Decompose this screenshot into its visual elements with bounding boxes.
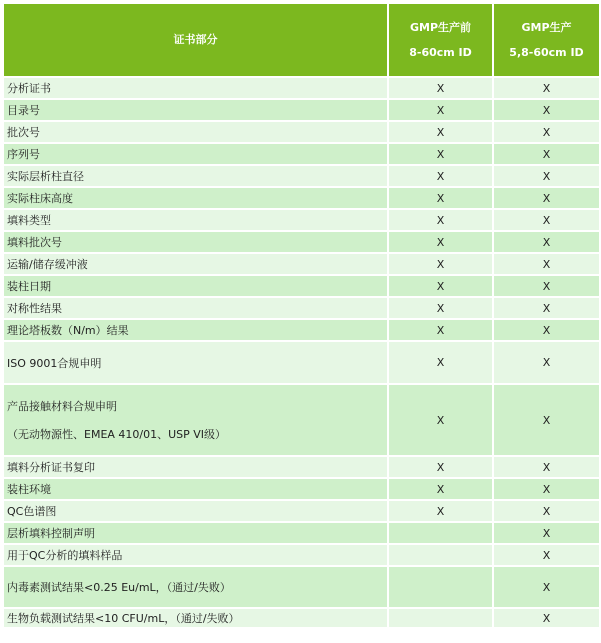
row-label: 装柱日期 bbox=[4, 276, 387, 296]
row-gmp-mark: X bbox=[494, 457, 599, 477]
row-pre-gmp-mark bbox=[389, 523, 492, 543]
row-label: 批次号 bbox=[4, 122, 387, 142]
header-row bbox=[4, 4, 599, 76]
row-label: 实际柱床高度 bbox=[4, 188, 387, 208]
row-label: QC色谱图 bbox=[4, 501, 387, 521]
row-label: 理论塔板数（N/m）结果 bbox=[4, 320, 387, 340]
row-pre-gmp-mark: X bbox=[389, 122, 492, 142]
row-pre-gmp-mark: X bbox=[389, 210, 492, 230]
row-label: 填料批次号 bbox=[4, 232, 387, 252]
row-pre-gmp-mark: X bbox=[389, 457, 492, 477]
row-pre-gmp-mark: X bbox=[389, 385, 492, 455]
row-gmp-mark: X bbox=[494, 122, 599, 142]
table-row bbox=[4, 457, 599, 477]
table-row bbox=[4, 609, 599, 627]
row-pre-gmp-mark: X bbox=[389, 254, 492, 274]
header-pre-gmp-title: GMP生产前 bbox=[409, 20, 472, 34]
header-certificate-section: 证书部分 bbox=[4, 4, 387, 76]
row-pre-gmp-mark: X bbox=[389, 501, 492, 521]
row-pre-gmp-mark: X bbox=[389, 166, 492, 186]
row-label: 填料类型 bbox=[4, 210, 387, 230]
row-gmp-mark: X bbox=[494, 523, 599, 543]
table-row bbox=[4, 254, 599, 274]
row-label: 填料分析证书复印 bbox=[4, 457, 387, 477]
header-gmp-title: GMP生产 bbox=[521, 20, 572, 34]
table-row bbox=[4, 276, 599, 296]
table-row bbox=[4, 232, 599, 252]
row-pre-gmp-mark bbox=[389, 609, 492, 627]
row-gmp-mark: X bbox=[494, 385, 599, 455]
row-pre-gmp-mark: X bbox=[389, 342, 492, 383]
row-gmp-mark: X bbox=[494, 210, 599, 230]
table-row bbox=[4, 545, 599, 565]
row-pre-gmp-mark: X bbox=[389, 298, 492, 318]
row-label: 产品接触材料合规申明 bbox=[7, 400, 117, 413]
row-pre-gmp-mark: X bbox=[389, 100, 492, 120]
row-gmp-mark: X bbox=[494, 545, 599, 565]
table-row bbox=[4, 166, 599, 186]
row-gmp-mark: X bbox=[494, 166, 599, 186]
row-gmp-mark: X bbox=[494, 188, 599, 208]
header-gmp bbox=[494, 4, 599, 76]
header-pre-gmp-range: 8-60cm ID bbox=[409, 46, 472, 59]
table-row bbox=[4, 210, 599, 230]
row-label-note: （无动物源性、EMEA 410/01、USP VI级） bbox=[7, 428, 227, 441]
row-pre-gmp-mark: X bbox=[389, 144, 492, 164]
row-pre-gmp-mark bbox=[389, 567, 492, 607]
row-gmp-mark: X bbox=[494, 320, 599, 340]
row-label: 序列号 bbox=[4, 144, 387, 164]
table-row bbox=[4, 320, 599, 340]
row-pre-gmp-mark: X bbox=[389, 78, 492, 98]
row-label-cell bbox=[4, 385, 387, 455]
row-gmp-mark: X bbox=[494, 254, 599, 274]
row-label: 实际层析柱直径 bbox=[4, 166, 387, 186]
row-pre-gmp-mark bbox=[389, 545, 492, 565]
row-label: 生物负载测试结果<10 CFU/mL，（通过/失败） bbox=[4, 609, 387, 627]
table-row bbox=[4, 298, 599, 318]
row-gmp-mark: X bbox=[494, 567, 599, 607]
table-row bbox=[4, 188, 599, 208]
row-gmp-mark: X bbox=[494, 232, 599, 252]
row-label: 层析填料控制声明 bbox=[4, 523, 387, 543]
row-gmp-mark: X bbox=[494, 144, 599, 164]
table-row bbox=[4, 567, 599, 607]
row-gmp-mark: X bbox=[494, 298, 599, 318]
certificate-table bbox=[2, 2, 601, 629]
table-row bbox=[4, 144, 599, 164]
row-label: 运输/储存缓冲液 bbox=[4, 254, 387, 274]
row-gmp-mark: X bbox=[494, 276, 599, 296]
row-pre-gmp-mark: X bbox=[389, 320, 492, 340]
row-label: 分析证书 bbox=[4, 78, 387, 98]
row-gmp-mark: X bbox=[494, 479, 599, 499]
row-pre-gmp-mark: X bbox=[389, 232, 492, 252]
row-pre-gmp-mark: X bbox=[389, 188, 492, 208]
row-gmp-mark: X bbox=[494, 501, 599, 521]
row-label: 装柱环境 bbox=[4, 479, 387, 499]
table-row bbox=[4, 385, 599, 455]
header-gmp-range: 5,8-60cm ID bbox=[509, 46, 584, 59]
header-pre-gmp bbox=[389, 4, 492, 76]
table-row bbox=[4, 342, 599, 383]
row-gmp-mark: X bbox=[494, 342, 599, 383]
table-row bbox=[4, 100, 599, 120]
table-row bbox=[4, 78, 599, 98]
row-gmp-mark: X bbox=[494, 78, 599, 98]
row-label: 用于QC分析的填料样品 bbox=[4, 545, 387, 565]
table-row bbox=[4, 479, 599, 499]
table-row bbox=[4, 523, 599, 543]
row-label: 内毒素测试结果<0.25 Eu/mL，（通过/失败） bbox=[4, 567, 387, 607]
row-label: ISO 9001合规申明 bbox=[4, 342, 387, 383]
row-gmp-mark: X bbox=[494, 609, 599, 627]
row-label: 对称性结果 bbox=[4, 298, 387, 318]
row-gmp-mark: X bbox=[494, 100, 599, 120]
row-pre-gmp-mark: X bbox=[389, 276, 492, 296]
table-row bbox=[4, 122, 599, 142]
table-row bbox=[4, 501, 599, 521]
row-pre-gmp-mark: X bbox=[389, 479, 492, 499]
row-label: 目录号 bbox=[4, 100, 387, 120]
